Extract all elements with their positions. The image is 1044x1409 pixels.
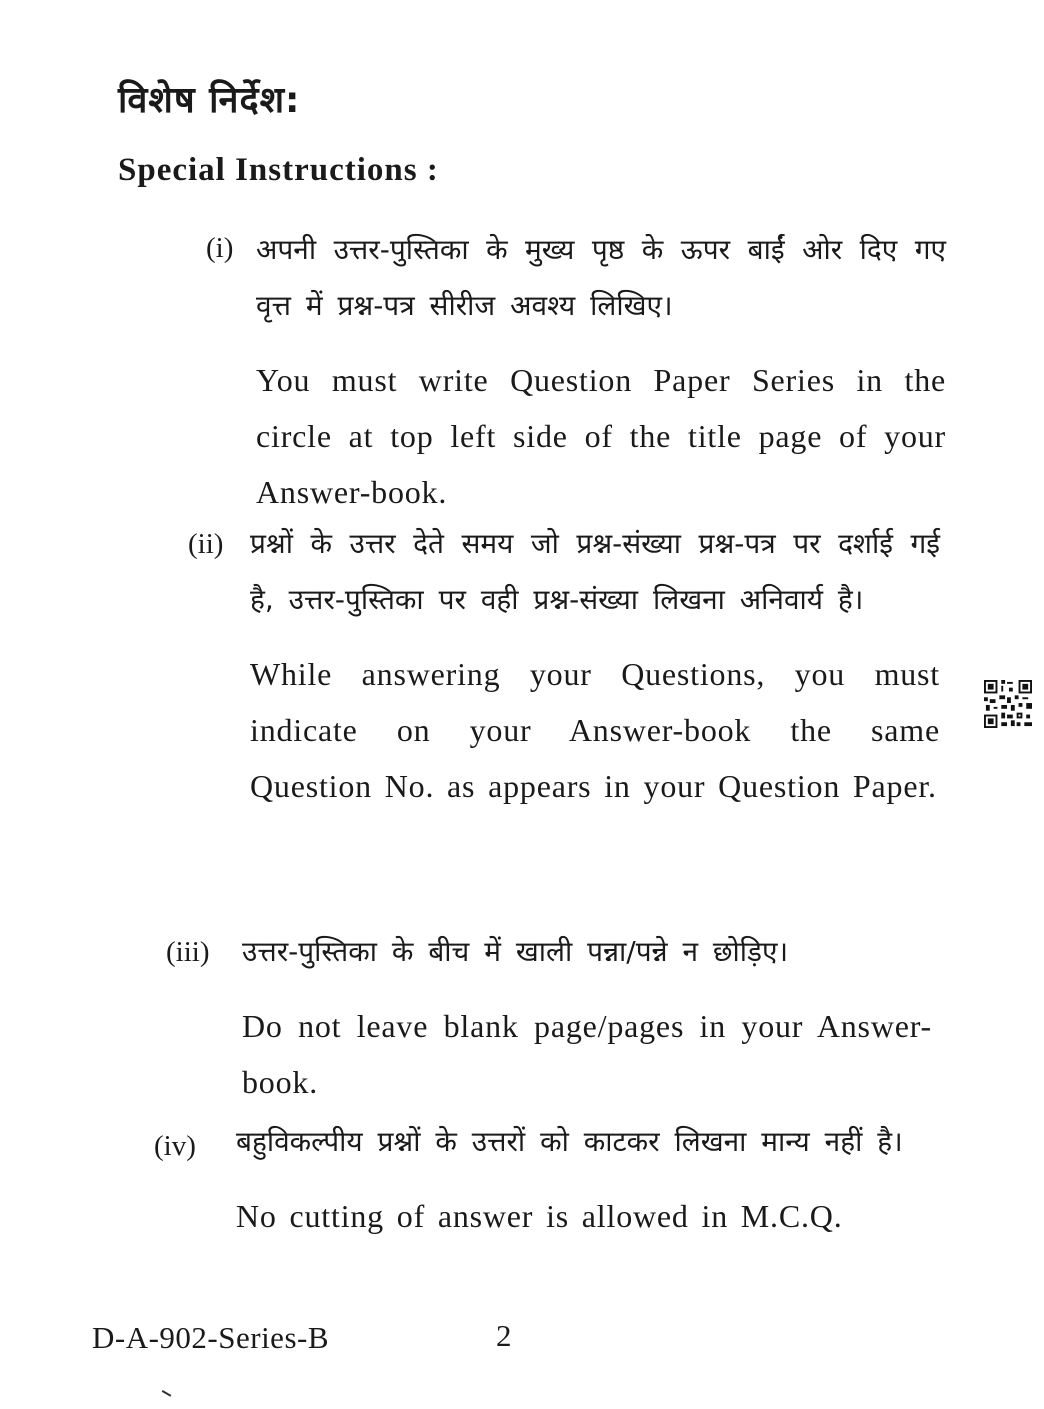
- page-number: 2: [496, 1318, 512, 1353]
- instruction-item-1: [206, 222, 946, 520]
- series-code: D-A-902-Series-B: [92, 1320, 330, 1355]
- instruction-text-hindi: प्रश्नों के उत्तर देते समय जो प्रश्न-संख्या प्रश्न-पत्र पर दर्शाई गई है, उत्तर-पुस्तिका पर वही प्रश्न-संख्या लिखना अनिवार्य है।: [250, 527, 940, 616]
- instruction-text-english: You must write Question Paper Series in the circle at top left side of the title page of your Answer-book.: [256, 362, 946, 510]
- qr-code-icon: [984, 680, 1032, 728]
- instruction-item-2: [188, 516, 940, 814]
- instruction-text-english: No cutting of answer is allowed in M.C.Q.: [236, 1198, 843, 1234]
- instruction-text-hindi: उत्तर-पुस्तिका के बीच में खाली पन्ना/पन्ने न छोड़िए।: [242, 935, 789, 968]
- instruction-number: (i): [206, 232, 234, 264]
- instruction-number: (iii): [166, 936, 210, 968]
- heading-hindi: विशेष निर्देश:: [118, 80, 301, 121]
- scan-mark: [159, 1390, 172, 1402]
- instruction-text-english: While answering your Questions, you must indicate on your Answer-book the same Question No. as appears in your Question Paper.: [250, 656, 940, 804]
- instruction-number: (ii): [188, 528, 224, 560]
- instruction-text-english: Do not leave blank page/pages in your Answer-book.: [242, 1008, 932, 1100]
- heading-english: Special Instructions :: [118, 152, 439, 188]
- instruction-text-hindi: अपनी उत्तर-पुस्तिका के मुख्य पृष्ठ के ऊपर बाईं ओर दिए गए वृत्त में प्रश्न-पत्र सीरीज अवश्य लिखिए।: [256, 233, 946, 322]
- instruction-item-3: [166, 924, 932, 1110]
- instruction-text-hindi: बहुविकल्पीय प्रश्नों के उत्तरों को काटकर लिखना मान्य नहीं है।: [236, 1125, 903, 1158]
- instruction-number: (iv): [154, 1130, 196, 1162]
- instruction-item-4: [154, 1114, 930, 1244]
